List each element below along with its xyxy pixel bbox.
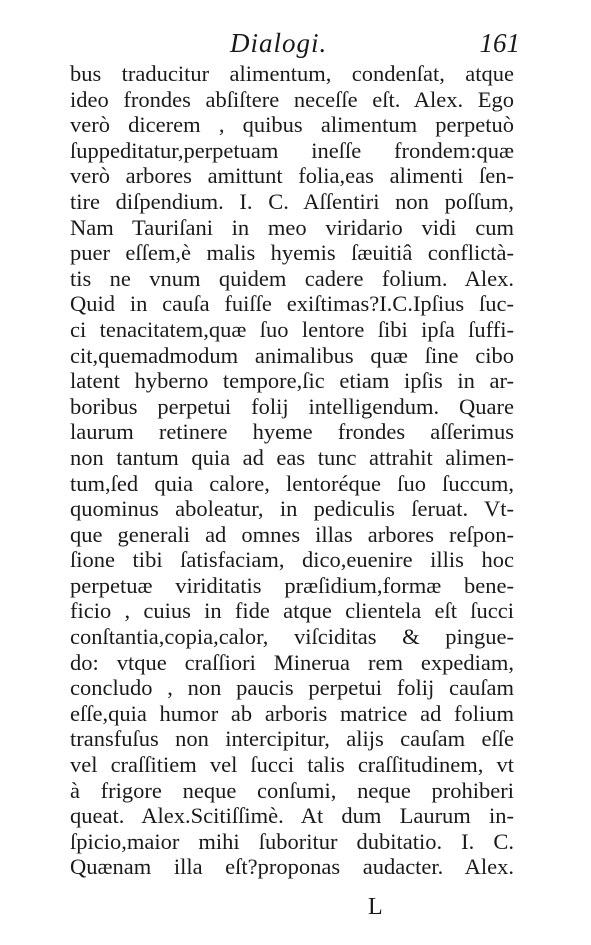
text-line: Quænam illa eſt?proponas audacter. Alex.: [70, 854, 514, 880]
text-line: vel craſſitiem vel ſucci talis craſſitudinem, vt: [70, 752, 514, 778]
text-line: ſuppeditatur,perpetuam ineſſe frondem:quæ: [70, 137, 514, 163]
text-line: bus traducitur alimentum, condenſat, atque: [70, 61, 514, 86]
text-line: non tantum quia ad eas tunc attrahit alimen-: [70, 444, 514, 470]
text-line: Quid in cauſa fuiſſe exiſtimas?I.C.Ipſius ſuc-: [70, 291, 514, 317]
text-line: ideo frondes abſiſtere neceſſe eſt. Alex. Ego: [70, 86, 514, 112]
text-line: concludo , non paucis perpetui folij cauſam: [70, 675, 514, 701]
text-line: ci tenacitatem,quæ ſuo lentore ſibi ipſa ſuffi-: [70, 316, 514, 342]
text-line: ficio , cuius in fide atque clientela eſt ſucci: [70, 598, 514, 624]
text-line: eſſe,quia humor ab arboris matrice ad folium: [70, 700, 514, 726]
text-line: transfuſus non intercipitur, alijs cauſam eſſe: [70, 726, 514, 752]
text-line: latent hyberno tempore,ſic etiam ipſis in ar-: [70, 368, 514, 394]
text-line: conſtantia,copia,calor, viſciditas & pingue-: [70, 624, 514, 650]
text-line: verò dicerem , quibus alimentum perpetuò: [70, 112, 514, 138]
text-line: ſpicio,maior mihi ſuboritur dubitatio. I. C.: [70, 828, 514, 854]
text-line: laurum retinere hyeme frondes aſſerimus: [70, 419, 514, 445]
text-line: ſione tibi ſatisfaciam, dico,euenire illis hoc: [70, 547, 514, 573]
text-line: verò arbores amittunt folia,eas alimenti ſen-: [70, 163, 514, 189]
page-number: 161: [479, 28, 520, 58]
text-line: puer eſſem,è malis hyemis ſæuitiâ conflictà-: [70, 240, 514, 266]
text-line: tis ne vnum quidem cadere folium. Alex.: [70, 265, 514, 291]
running-head: [70, 28, 520, 64]
text-line: perpetuæ viriditatis præſidium,formæ bene-: [70, 572, 514, 598]
text-line: quominus aboleatur, in pediculis ſeruat. Vt-: [70, 496, 514, 522]
text-line: que generali ad omnes illas arbores reſpon-: [70, 521, 514, 547]
text-line: à frigore neque conſumi, neque prohiberi: [70, 777, 514, 803]
text-line: boribus perpetui folij intelligendum. Quare: [70, 393, 514, 419]
text-line: tire diſpendium. I. C. Aſſentiri non poſſum,: [70, 188, 514, 214]
catchword: L: [368, 894, 383, 920]
body-text: [70, 61, 514, 880]
text-line: cit,quemadmodum animalibus quæ ſine cibo: [70, 342, 514, 368]
text-line: tum,ſed quia calore, lentoréque ſuo ſuccum,: [70, 470, 514, 496]
text-line: do: vtque craſſiori Minerua rem expediam,: [70, 649, 514, 675]
text-line: queat. Alex.Scitiſſimè. At dum Laurum in-: [70, 803, 514, 829]
running-title: Dialogi.: [230, 28, 328, 58]
text-line: Nam Tauriſani in meo viridario vidi cum: [70, 214, 514, 240]
